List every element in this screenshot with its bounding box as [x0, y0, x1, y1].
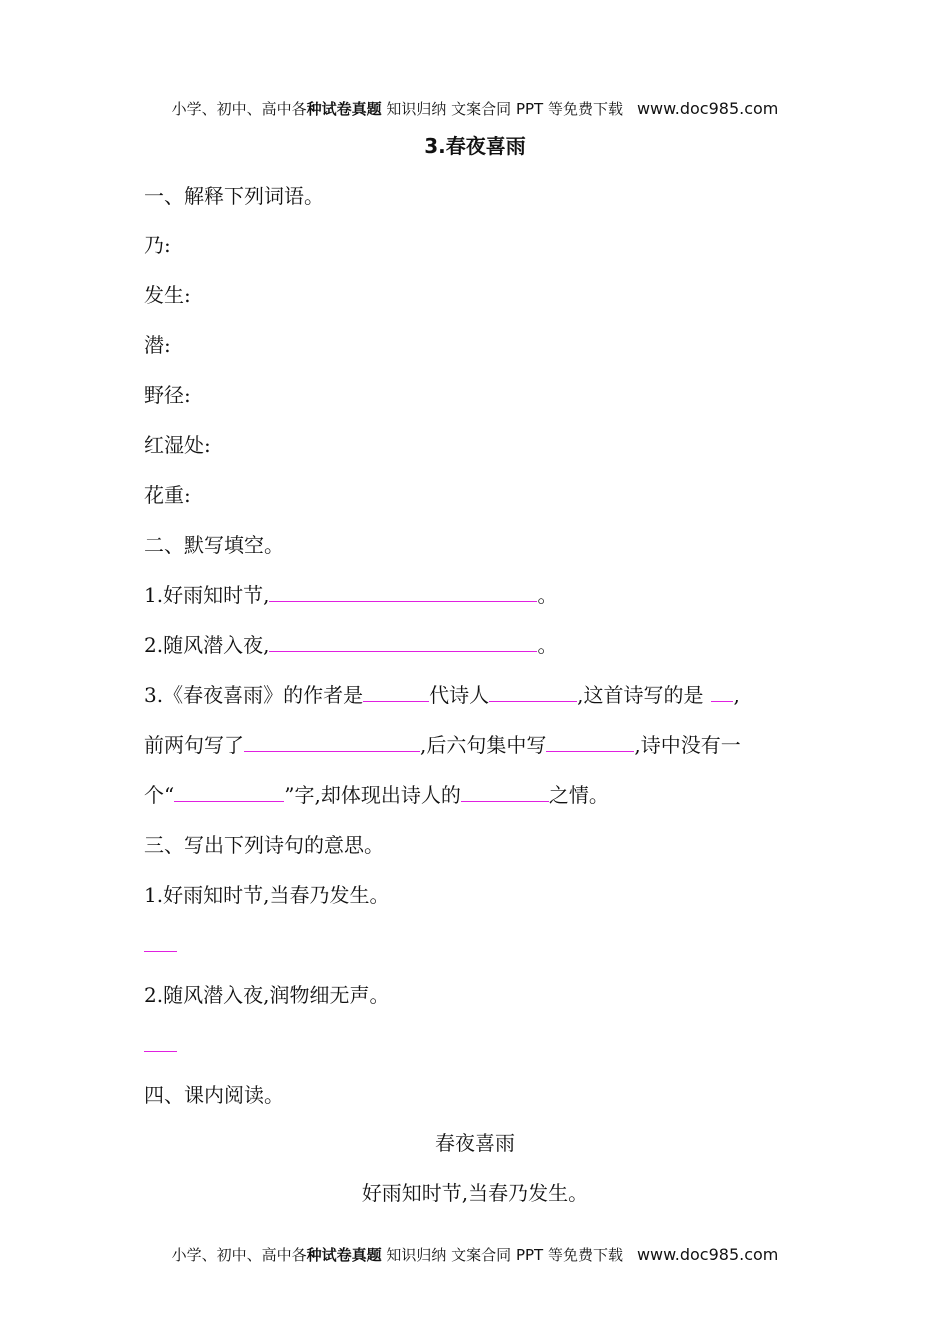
fill-question-1 — [144, 581, 557, 609]
term-nai: 乃: — [144, 233, 171, 257]
q3-text-b: 代诗人 — [429, 683, 490, 707]
term-qian: 潜: — [144, 333, 171, 357]
meaning-answer-2-blank[interactable] — [144, 1031, 177, 1052]
header-text-3: 知识归纳 — [381, 100, 452, 118]
poem-title: 春夜喜雨 — [435, 1131, 515, 1155]
q3-dynasty-blank[interactable] — [363, 681, 429, 702]
header-text-1: 小学、初中、高中各 — [171, 100, 307, 118]
page-title: 3.春夜喜雨 — [424, 134, 526, 158]
q3-text-f: ,后六句集中写 — [420, 733, 547, 757]
header-text-2: 种试卷真题 — [306, 100, 382, 118]
section3-heading: 三、写出下列诗句的意思。 — [144, 833, 384, 857]
footer-text-2: 种试卷真题 — [306, 1246, 382, 1264]
q2-suffix: 。 — [537, 633, 558, 657]
q3-text-c: ,这首诗写的是 — [577, 683, 704, 707]
term-yejing: 野径: — [144, 383, 191, 407]
footer-text-1: 小学、初中、高中各 — [171, 1246, 307, 1264]
q3-text-i: ”字,却体现出诗人的 — [284, 783, 461, 807]
term-fasheng: 发生: — [144, 283, 191, 307]
q1-prefix: 1.好雨知时节, — [144, 583, 270, 607]
q1-suffix: 。 — [537, 583, 558, 607]
header-url-link[interactable]: www.doc985.com — [636, 99, 779, 118]
section1-heading: 一、解释下列词语。 — [144, 184, 324, 208]
poem-line-1: 好雨知时节,当春乃发生。 — [361, 1181, 589, 1205]
q3-character-blank[interactable] — [174, 781, 284, 802]
q3-first-two-blank[interactable] — [244, 731, 420, 752]
q1-answer-blank[interactable] — [269, 581, 537, 602]
q3-text-j: 之情。 — [548, 783, 609, 807]
q3-last-six-blank[interactable] — [546, 731, 634, 752]
meaning-question-2: 2.随风潜入夜,润物细无声。 — [144, 983, 390, 1007]
term-huazhong: 花重: — [144, 483, 191, 507]
q3-text-g: ,诗中没有一 — [634, 733, 741, 757]
fill-question-2 — [144, 631, 557, 659]
meaning-question-1: 1.好雨知时节,当春乃发生。 — [144, 883, 390, 907]
section2-heading: 二、默写填空。 — [144, 533, 284, 557]
meaning-answer-1 — [144, 931, 177, 959]
q3-subject-blank[interactable] — [711, 681, 733, 702]
footer-text-3: 知识归纳 — [381, 1246, 452, 1264]
section4-heading: 四、课内阅读。 — [144, 1083, 284, 1107]
q2-answer-blank[interactable] — [269, 631, 537, 652]
header-text-4: 文案合同 PPT 等免费下载 — [451, 100, 623, 118]
q3-poet-blank[interactable] — [489, 681, 577, 702]
q3-text-a: 3.《春夜喜雨》的作者是 — [144, 683, 364, 707]
meaning-answer-2 — [144, 1031, 177, 1059]
fill-question-3-line1 — [144, 681, 740, 709]
footer-text-4: 文案合同 PPT 等免费下载 — [451, 1246, 623, 1264]
fill-question-3-line3 — [144, 781, 609, 809]
meaning-answer-1-blank[interactable] — [144, 931, 177, 952]
q3-emotion-blank[interactable] — [461, 781, 549, 802]
fill-question-3-line2 — [144, 731, 741, 759]
footer-url-link[interactable]: www.doc985.com — [636, 1245, 779, 1264]
page-header-banner — [0, 98, 950, 119]
term-hongshichu: 红湿处: — [144, 433, 211, 457]
q3-text-h: 个“ — [144, 783, 175, 807]
q2-prefix: 2.随风潜入夜, — [144, 633, 270, 657]
q3-text-e: 前两句写了 — [144, 733, 244, 757]
q3-text-d: , — [733, 683, 740, 707]
page-footer-banner — [0, 1244, 950, 1265]
